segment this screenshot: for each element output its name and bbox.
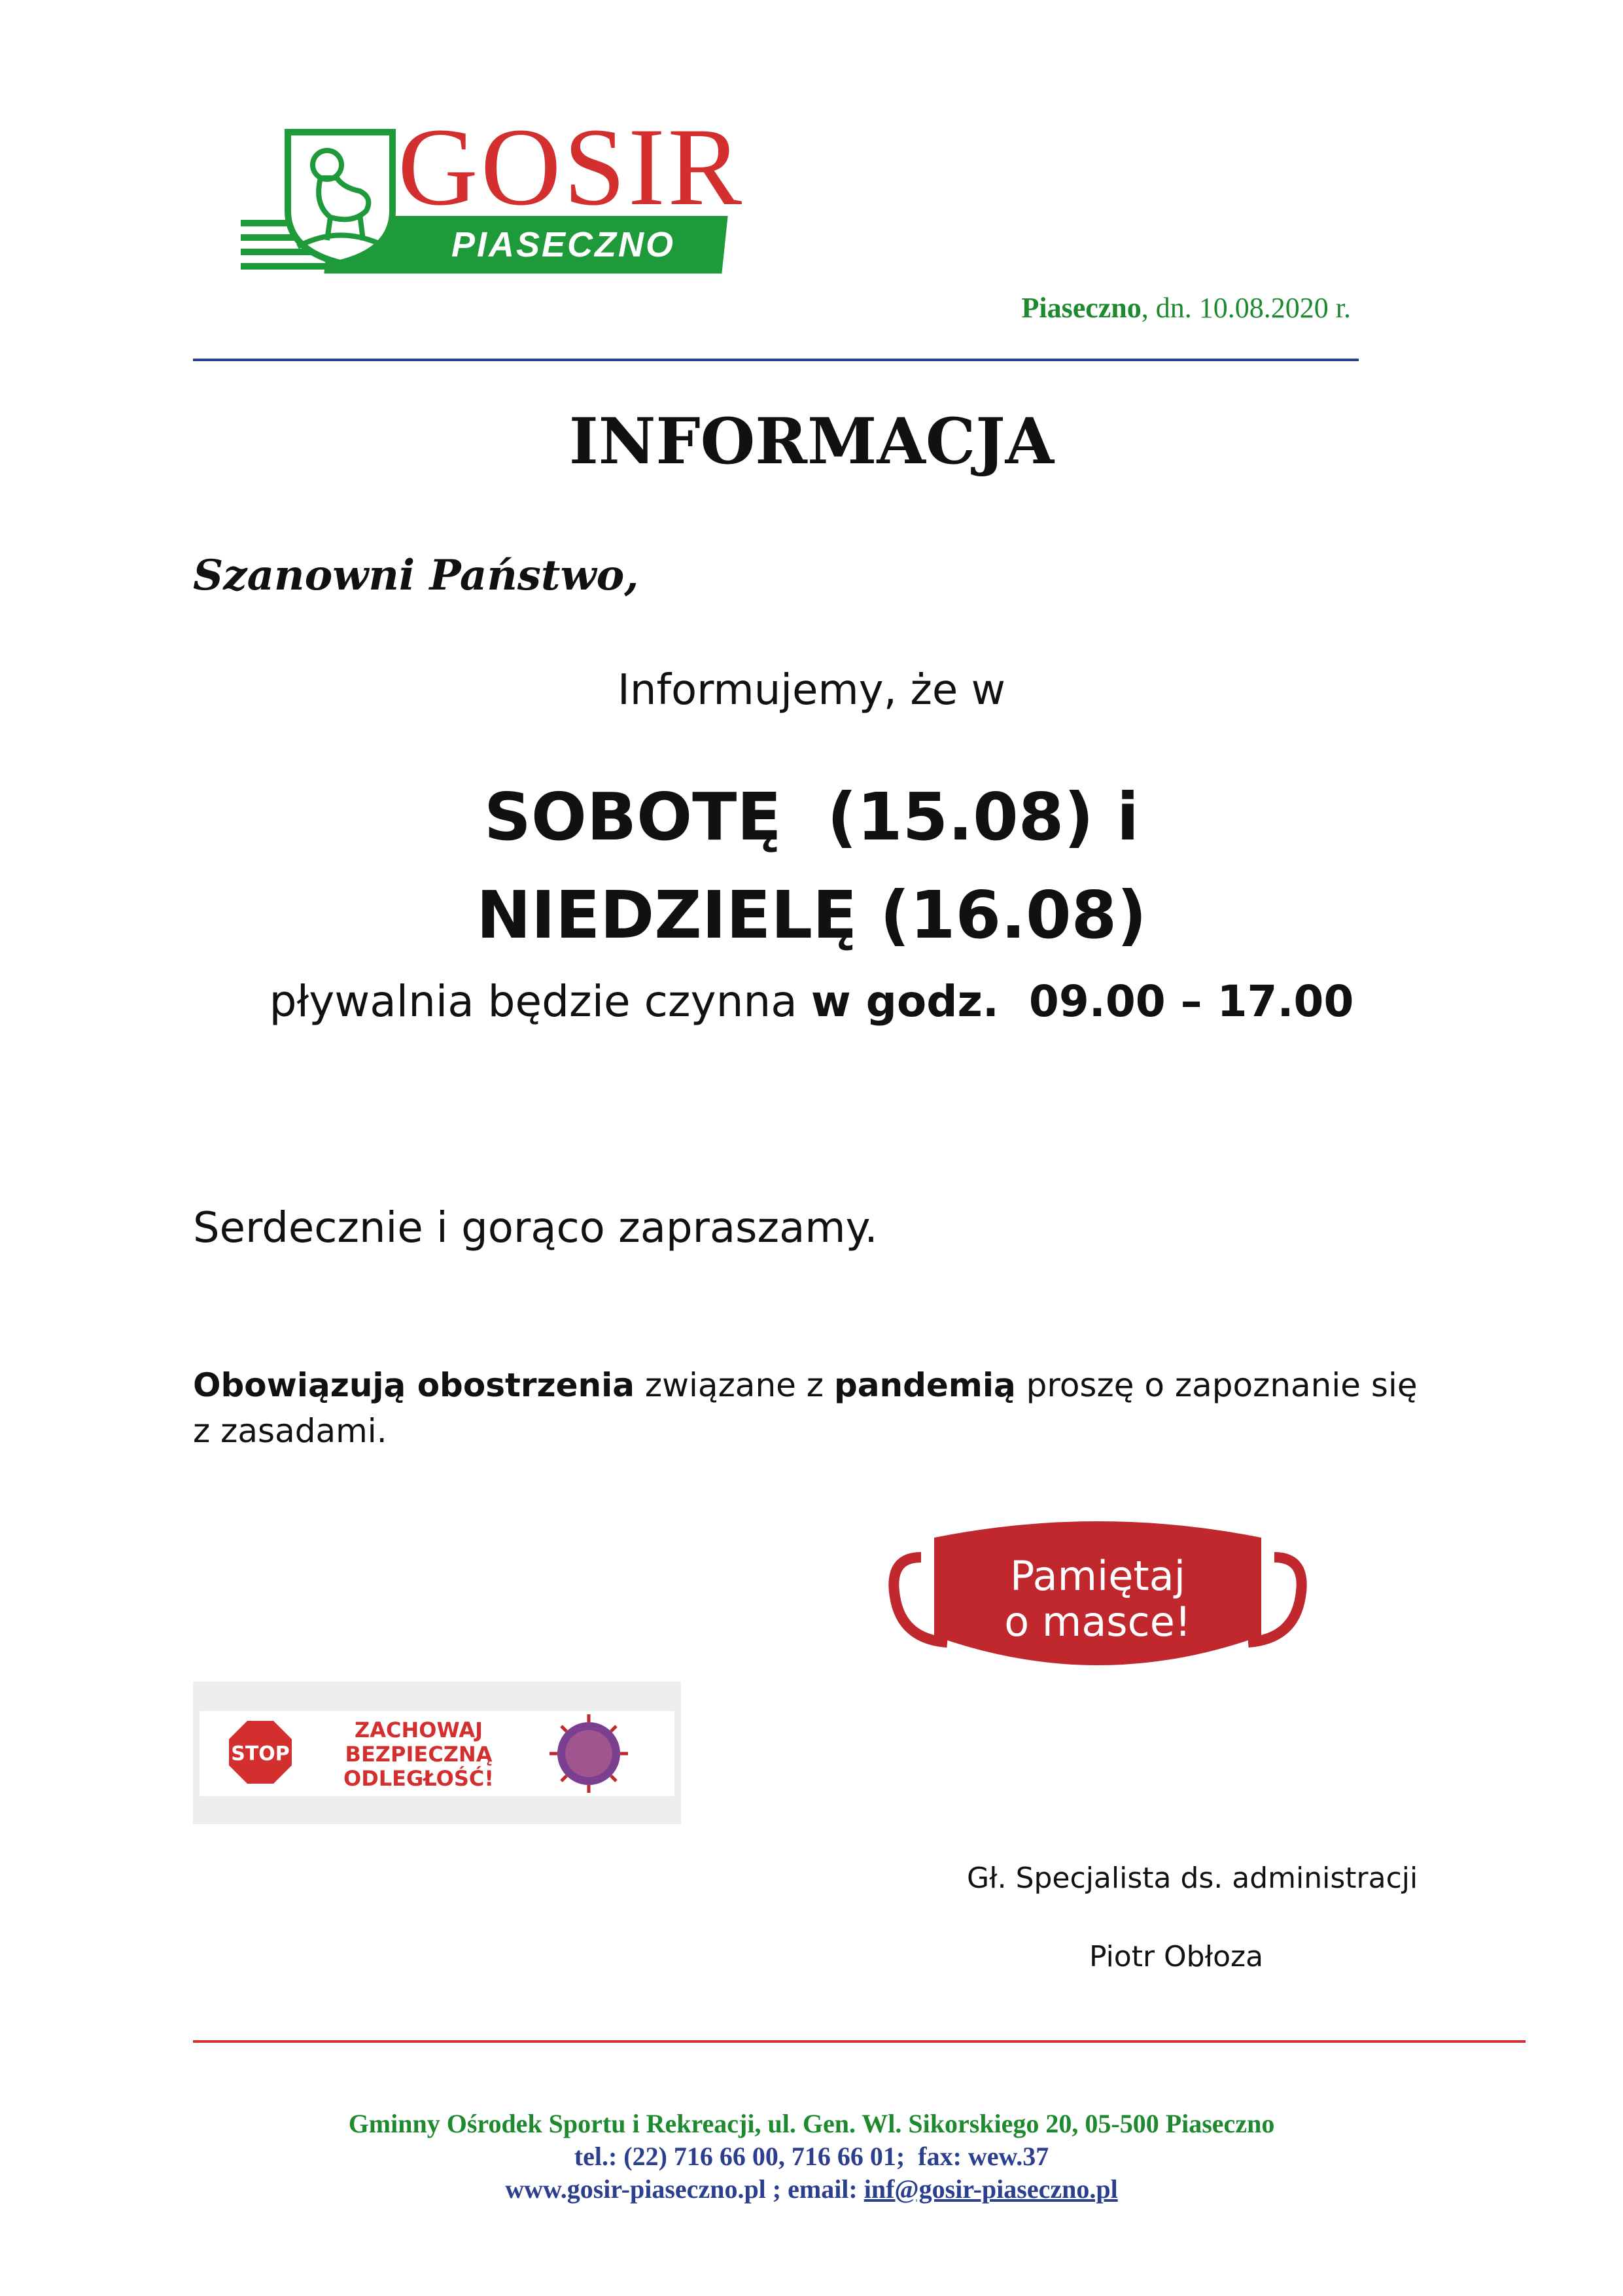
signature-role: Gł. Specjalista ds. administracji — [967, 1862, 1418, 1895]
footer-contact — [0, 2174, 1623, 2204]
opening-hours — [0, 976, 1623, 1027]
stop-label: STOP — [231, 1742, 290, 1765]
logo-brand: GOSIR — [398, 105, 745, 228]
footer-address: Gminny Ośrodek Sportu i Rekreacji, ul. Gen. Wl. Sikorskiego 20, 05-500 Piaseczno — [348, 2109, 1275, 2138]
footer-phone: tel.: (22) 716 66 00, 716 66 01; fax: wew.37 — [574, 2142, 1049, 2171]
stop-line1: ZACHOWAJ — [355, 1718, 483, 1742]
footer-rule — [193, 2040, 1526, 2043]
saturday-heading: SOBOTĘ (15.08) i — [483, 779, 1140, 855]
document-date — [1021, 291, 1351, 325]
header-rule — [193, 359, 1359, 361]
invitation-text: Serdecznie i gorąco zapraszamy. — [193, 1204, 878, 1252]
document-title: INFORMACJA — [568, 404, 1055, 478]
rules-bold-2: pandemią — [833, 1366, 1016, 1404]
rules-text-2: proszę o zapoznanie się z zasadami. — [193, 1366, 1418, 1450]
rules-bold-1: Obowiązują obostrzenia — [193, 1366, 635, 1404]
face-mask-image — [875, 1498, 1320, 1688]
footer-website[interactable]: www.gosir-piaseczno.pl ; email: — [505, 2174, 864, 2204]
stop-line3: ODLEGŁOŚĆ! — [343, 1766, 495, 1791]
signature-name: Piotr Obłoza — [1089, 1940, 1264, 1973]
restrictions-text — [193, 1362, 1436, 1454]
footer-email-link[interactable]: inf@gosir-piaseczno.pl — [864, 2174, 1118, 2204]
hours-prefix: pływalnia będzie czynna — [269, 976, 811, 1027]
ram-shield-icon — [281, 126, 399, 266]
sunday-heading: NIEDZIELĘ (16.08) — [476, 877, 1147, 953]
mask-line1: Pamiętaj — [1010, 1552, 1185, 1600]
keep-distance-sign — [193, 1682, 681, 1824]
date-text: , dn. 10.08.2020 r. — [1141, 292, 1351, 324]
hours-bold: w godz. 09.00 – 17.00 — [811, 976, 1354, 1027]
intro-text: Informujemy, że w — [618, 666, 1005, 715]
stop-line2: BEZPIECZNĄ — [345, 1742, 493, 1767]
date-place: Piaseczno — [1021, 292, 1142, 324]
mask-line2: o masce! — [1004, 1598, 1191, 1646]
virus-icon — [550, 1714, 628, 1793]
logo-city: PIASECZNO — [451, 225, 676, 264]
greeting: Szanowni Państwo, — [193, 551, 639, 600]
rules-text-1: związane z — [635, 1366, 834, 1404]
